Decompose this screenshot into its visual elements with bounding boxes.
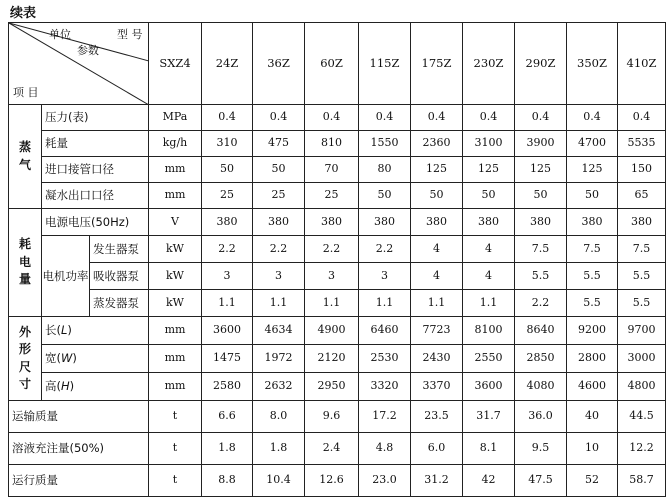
- row-label: 运输质量: [9, 401, 149, 433]
- value-cell: 1972: [253, 345, 305, 373]
- value-cell: 9200: [567, 317, 618, 345]
- value-cell: 44.5: [618, 401, 666, 433]
- value-cell: 12.6: [305, 465, 359, 497]
- model-header: 60Z: [305, 23, 359, 105]
- value-cell: 1.8: [202, 433, 253, 465]
- value-cell: 2.2: [253, 236, 305, 263]
- value-cell: 0.4: [411, 105, 463, 131]
- value-cell: 42: [463, 465, 515, 497]
- header-row: [9, 23, 666, 105]
- value-cell: 31.7: [463, 401, 515, 433]
- row-label: 电源电压(50Hz): [42, 209, 149, 236]
- table-row: [9, 465, 666, 497]
- value-cell: 7723: [411, 317, 463, 345]
- value-cell: 1.1: [253, 290, 305, 317]
- value-cell: 0.4: [305, 105, 359, 131]
- value-cell: 310: [202, 131, 253, 157]
- value-cell: 4: [411, 236, 463, 263]
- row-label: 凝水出口口径: [42, 183, 149, 209]
- unit-cell: kW: [149, 236, 202, 263]
- value-cell: 380: [411, 209, 463, 236]
- value-cell: 8100: [463, 317, 515, 345]
- value-cell: 4: [411, 263, 463, 290]
- value-cell: 7.5: [618, 236, 666, 263]
- value-cell: 2632: [253, 373, 305, 401]
- model-header: 350Z: [567, 23, 618, 105]
- value-cell: 4.8: [359, 433, 411, 465]
- value-cell: 2.2: [305, 236, 359, 263]
- table-row: [9, 105, 666, 131]
- model-header: 24Z: [202, 23, 253, 105]
- value-cell: 125: [567, 157, 618, 183]
- value-cell: 36.0: [515, 401, 567, 433]
- value-cell: 4600: [567, 373, 618, 401]
- value-cell: 50: [515, 183, 567, 209]
- row-label: 溶液充注量(50%): [9, 433, 149, 465]
- value-cell: 50: [359, 183, 411, 209]
- value-cell: 1.1: [305, 290, 359, 317]
- value-cell: 4634: [253, 317, 305, 345]
- value-cell: 2430: [411, 345, 463, 373]
- value-cell: 9.6: [305, 401, 359, 433]
- unit-cell: mm: [149, 373, 202, 401]
- group-steam: 蒸 气: [9, 105, 42, 209]
- value-cell: 65: [618, 183, 666, 209]
- unit-cell: MPa: [149, 105, 202, 131]
- value-cell: 2950: [305, 373, 359, 401]
- value-cell: 380: [567, 209, 618, 236]
- value-cell: 0.4: [202, 105, 253, 131]
- value-cell: 3: [253, 263, 305, 290]
- value-cell: 8640: [515, 317, 567, 345]
- model-header: 230Z: [463, 23, 515, 105]
- value-cell: 80: [359, 157, 411, 183]
- value-cell: 0.4: [253, 105, 305, 131]
- value-cell: 3370: [411, 373, 463, 401]
- table-row: [9, 157, 666, 183]
- value-cell: 25: [305, 183, 359, 209]
- value-cell: 2.4: [305, 433, 359, 465]
- value-cell: 380: [202, 209, 253, 236]
- row-label: 蒸发器泵: [90, 290, 149, 317]
- value-cell: 3100: [463, 131, 515, 157]
- value-cell: 50: [567, 183, 618, 209]
- unit-cell: kg/h: [149, 131, 202, 157]
- value-cell: 52: [567, 465, 618, 497]
- value-cell: 810: [305, 131, 359, 157]
- value-cell: 31.2: [411, 465, 463, 497]
- model-header: 36Z: [253, 23, 305, 105]
- table-row: [9, 290, 666, 317]
- value-cell: 6460: [359, 317, 411, 345]
- unit-cell: t: [149, 433, 202, 465]
- value-cell: 0.4: [618, 105, 666, 131]
- table-row: [9, 401, 666, 433]
- value-cell: 17.2: [359, 401, 411, 433]
- row-label: 耗量: [42, 131, 149, 157]
- header-param-label: 参数: [77, 44, 99, 57]
- value-cell: 1.1: [411, 290, 463, 317]
- value-cell: 5.5: [515, 263, 567, 290]
- row-label: 发生器泵: [90, 236, 149, 263]
- value-cell: 8.1: [463, 433, 515, 465]
- unit-cell: kW: [149, 290, 202, 317]
- value-cell: 10.4: [253, 465, 305, 497]
- value-cell: 12.2: [618, 433, 666, 465]
- value-cell: 475: [253, 131, 305, 157]
- value-cell: 2800: [567, 345, 618, 373]
- value-cell: 25: [253, 183, 305, 209]
- value-cell: 5.5: [567, 290, 618, 317]
- value-cell: 2.2: [359, 236, 411, 263]
- value-cell: 3: [305, 263, 359, 290]
- value-cell: 3900: [515, 131, 567, 157]
- table-row: [9, 345, 666, 373]
- table-caption: 续表: [10, 6, 37, 21]
- table-row: [9, 317, 666, 345]
- value-cell: 50: [202, 157, 253, 183]
- value-cell: 23.5: [411, 401, 463, 433]
- value-cell: 3: [359, 263, 411, 290]
- unit-cell: mm: [149, 345, 202, 373]
- unit-cell: mm: [149, 157, 202, 183]
- model-header: 115Z: [359, 23, 411, 105]
- value-cell: 50: [463, 183, 515, 209]
- value-cell: 7.5: [567, 236, 618, 263]
- row-label: 运行质量: [9, 465, 149, 497]
- value-cell: 8.8: [202, 465, 253, 497]
- unit-cell: kW: [149, 263, 202, 290]
- value-cell: 50: [411, 183, 463, 209]
- value-cell: 2550: [463, 345, 515, 373]
- value-cell: 6.6: [202, 401, 253, 433]
- value-cell: 380: [359, 209, 411, 236]
- value-cell: 125: [411, 157, 463, 183]
- value-cell: 5.5: [567, 263, 618, 290]
- value-cell: 0.4: [463, 105, 515, 131]
- value-cell: 0.4: [515, 105, 567, 131]
- value-cell: 40: [567, 401, 618, 433]
- unit-cell: V: [149, 209, 202, 236]
- row-label: 吸收器泵: [90, 263, 149, 290]
- value-cell: 5535: [618, 131, 666, 157]
- value-cell: 1475: [202, 345, 253, 373]
- value-cell: 2580: [202, 373, 253, 401]
- value-cell: 6.0: [411, 433, 463, 465]
- value-cell: 2120: [305, 345, 359, 373]
- row-label: 高(H): [42, 373, 149, 401]
- value-cell: 3000: [618, 345, 666, 373]
- value-cell: 5.5: [618, 290, 666, 317]
- value-cell: 7.5: [515, 236, 567, 263]
- value-cell: 9700: [618, 317, 666, 345]
- value-cell: 380: [515, 209, 567, 236]
- motor-power-label: 电机功率: [42, 236, 90, 317]
- value-cell: 125: [515, 157, 567, 183]
- value-cell: 2850: [515, 345, 567, 373]
- spec-table: [8, 22, 666, 497]
- header-model-label: 型 号: [117, 28, 143, 41]
- value-cell: 4: [463, 263, 515, 290]
- header-unit-label: 单位: [49, 28, 71, 41]
- value-cell: 8.0: [253, 401, 305, 433]
- value-cell: 4: [463, 236, 515, 263]
- row-label: 长(L): [42, 317, 149, 345]
- value-cell: 1.8: [253, 433, 305, 465]
- value-cell: 3600: [463, 373, 515, 401]
- value-cell: 380: [305, 209, 359, 236]
- table-row: [9, 373, 666, 401]
- table-row: [9, 131, 666, 157]
- value-cell: 3600: [202, 317, 253, 345]
- row-label: 压力(表): [42, 105, 149, 131]
- model-header: 175Z: [411, 23, 463, 105]
- value-cell: 4700: [567, 131, 618, 157]
- table-row: [9, 433, 666, 465]
- value-cell: 4900: [305, 317, 359, 345]
- value-cell: 1.1: [463, 290, 515, 317]
- value-cell: 380: [253, 209, 305, 236]
- table-row: [9, 209, 666, 236]
- value-cell: 2.2: [515, 290, 567, 317]
- value-cell: 380: [463, 209, 515, 236]
- group-power: 耗 电 量: [9, 209, 42, 317]
- value-cell: 50: [253, 157, 305, 183]
- series-header: SXZ4: [149, 23, 202, 105]
- value-cell: 58.7: [618, 465, 666, 497]
- group-size: 外 形 尺 寸: [9, 317, 42, 401]
- value-cell: 1.1: [202, 290, 253, 317]
- header-item-label: 项 目: [13, 86, 39, 99]
- value-cell: 9.5: [515, 433, 567, 465]
- value-cell: 380: [618, 209, 666, 236]
- value-cell: 150: [618, 157, 666, 183]
- value-cell: 2530: [359, 345, 411, 373]
- diagonal-header-cell: [9, 23, 149, 105]
- unit-cell: t: [149, 401, 202, 433]
- row-label: 宽(W): [42, 345, 149, 373]
- value-cell: 1.1: [359, 290, 411, 317]
- model-header: 410Z: [618, 23, 666, 105]
- value-cell: 25: [202, 183, 253, 209]
- table-row: [9, 236, 666, 263]
- value-cell: 4800: [618, 373, 666, 401]
- value-cell: 2.2: [202, 236, 253, 263]
- value-cell: 1550: [359, 131, 411, 157]
- value-cell: 0.4: [567, 105, 618, 131]
- value-cell: 3320: [359, 373, 411, 401]
- unit-cell: t: [149, 465, 202, 497]
- value-cell: 2360: [411, 131, 463, 157]
- table-row: [9, 183, 666, 209]
- row-label: 进口接管口径: [42, 157, 149, 183]
- value-cell: 5.5: [618, 263, 666, 290]
- value-cell: 47.5: [515, 465, 567, 497]
- table-row: [9, 263, 666, 290]
- value-cell: 4080: [515, 373, 567, 401]
- value-cell: 125: [463, 157, 515, 183]
- value-cell: 23.0: [359, 465, 411, 497]
- unit-cell: mm: [149, 183, 202, 209]
- unit-cell: mm: [149, 317, 202, 345]
- value-cell: 10: [567, 433, 618, 465]
- value-cell: 0.4: [359, 105, 411, 131]
- value-cell: 70: [305, 157, 359, 183]
- model-header: 290Z: [515, 23, 567, 105]
- value-cell: 3: [202, 263, 253, 290]
